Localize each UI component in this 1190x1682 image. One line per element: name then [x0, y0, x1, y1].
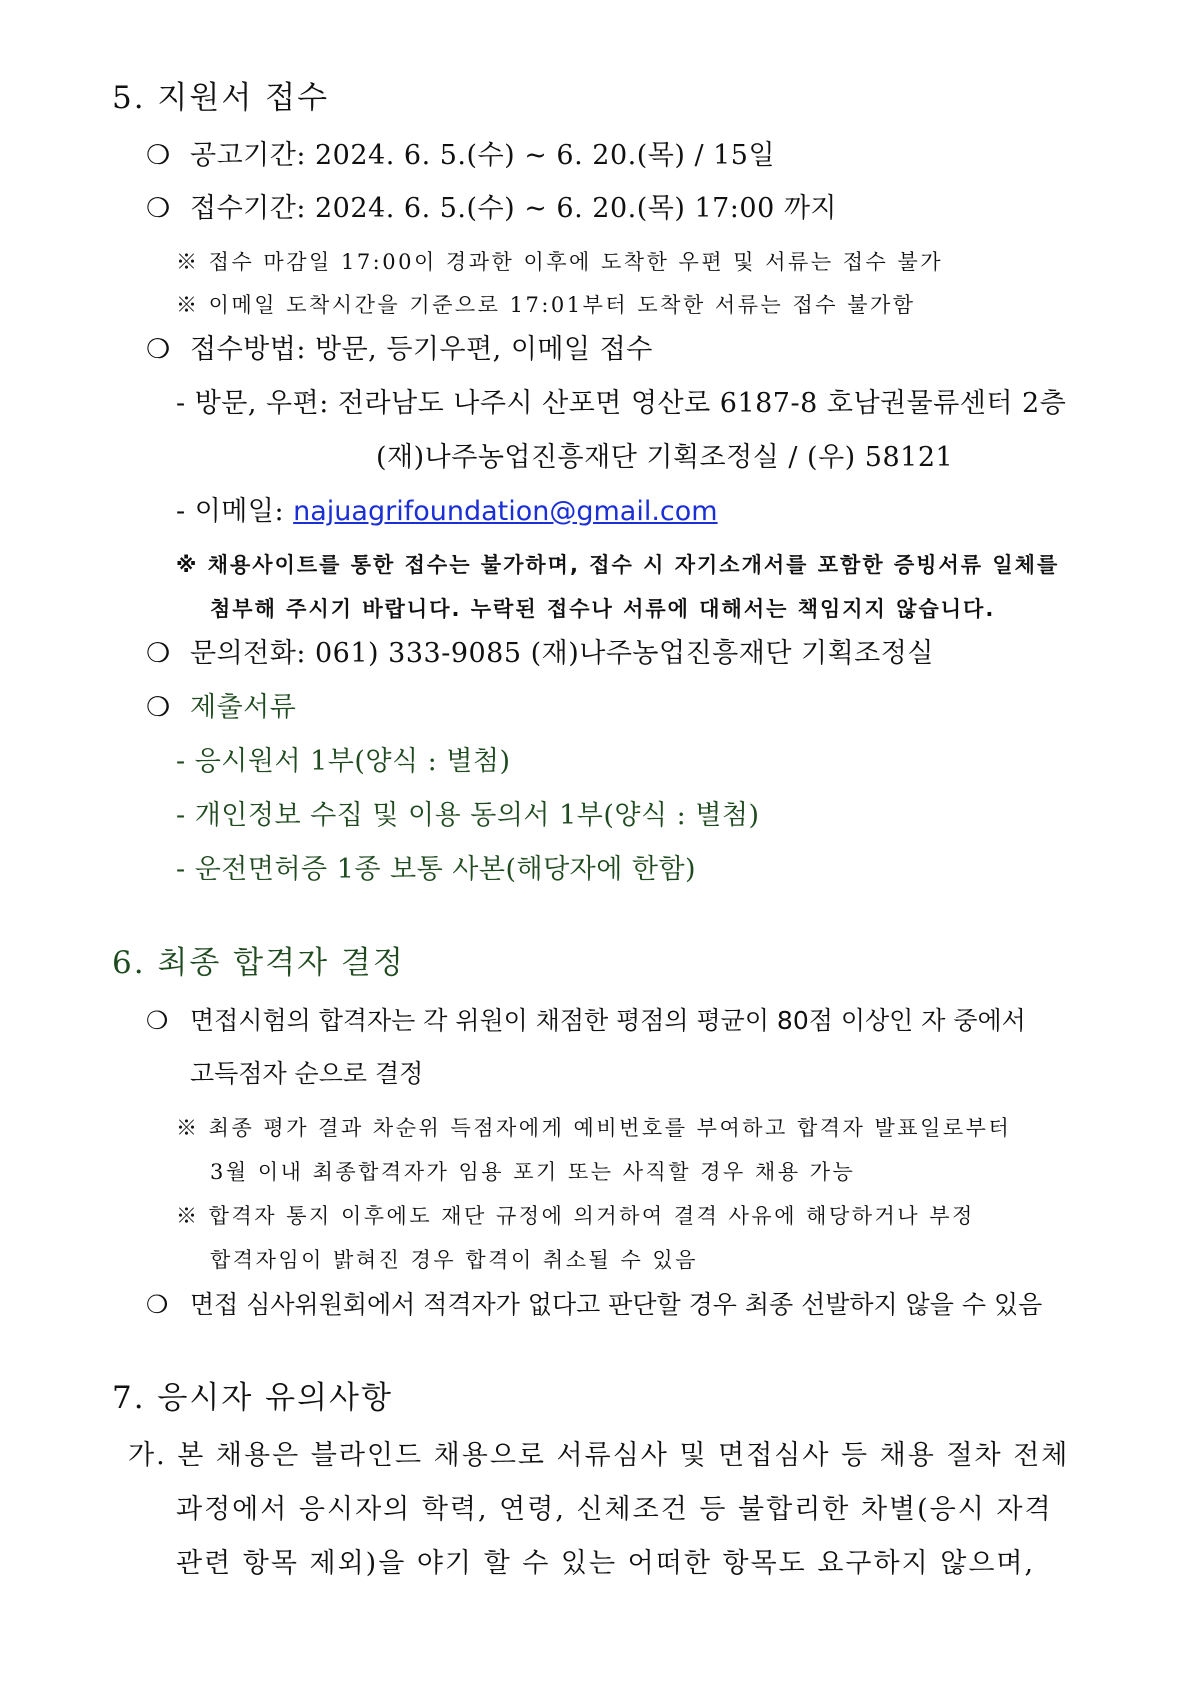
final-note-2-line-1: ※ 합격자 통지 이후에도 재단 규정에 의거하여 결격 사유에 해당하거나 부정 [176, 1204, 975, 1228]
final-decision-item-1-line-2: 고득점자 순으로 결정 [190, 1059, 424, 1088]
receipt-note-1: ※ 접수 마감일 17:00이 경과한 이후에 도착한 우편 및 서류는 접수 불가 [176, 250, 944, 274]
document-item-3: - 운전면허증 1종 보통 사본(해당자에 한함) [176, 854, 697, 885]
final-decision-item-2-text: 면접 심사위원회에서 적격자가 없다고 판단할 경우 최종 선발하지 않을 수 있음 [190, 1290, 1043, 1319]
section5-title: 5. 지원서 접수 [112, 80, 330, 116]
contact-phone [146, 638, 934, 670]
bullet-icon: ❍ [146, 1006, 169, 1035]
final-decision-item-1-text: 면접시험의 합격자는 각 위원이 채점한 평점의 평균이 80점 이상인 자 중에서 [190, 1006, 1026, 1035]
visit-address-line-1: - 방문, 우편: 전라남도 나주시 산포면 영산로 6187-8 호남권물류센터 2층 [176, 388, 1067, 419]
bullet-icon: ❍ [146, 692, 171, 723]
announce-period-text: 공고기간: 2024. 6. 5.(수) ~ 6. 20.(목) / 15일 [190, 140, 776, 171]
final-decision-item-2 [146, 1290, 1042, 1320]
visit-address-line-2: (재)나주농업진흥재단 기획조정실 / (우) 58121 [376, 442, 954, 473]
bullet-icon: ❍ [146, 140, 171, 171]
bullet-icon: ❍ [146, 1290, 169, 1319]
bullet-icon: ❍ [146, 638, 171, 669]
final-note-2-line-2: 합격자임이 밝혀진 경우 합격이 취소될 수 있음 [210, 1248, 698, 1272]
final-note-1-line-2: 3월 이내 최종합격자가 임용 포기 또는 사직할 경우 채용 가능 [210, 1160, 856, 1184]
receipt-method [146, 334, 653, 366]
notice-paragraph-line-1: 가. 본 채용은 블라인드 채용으로 서류심사 및 면접심사 등 채용 절차 전체 [128, 1440, 1070, 1471]
contact-phone-text: 문의전화: 061) 333-9085 (재)나주농업진흥재단 기획조정실 [190, 638, 934, 669]
receipt-period [146, 193, 837, 225]
section6-title: 6. 최종 합격자 결정 [112, 945, 405, 981]
bullet-icon: ❍ [146, 193, 171, 224]
email-row [176, 496, 718, 528]
document-item-2: - 개인정보 수집 및 이용 동의서 1부(양식 : 별첨) [176, 800, 760, 831]
notice-paragraph-line-2: 과정에서 응시자의 학력, 연령, 신체조건 등 불합리한 차별(응시 자격 [176, 1494, 1053, 1525]
receipt-method-text: 접수방법: 방문, 등기우편, 이메일 접수 [190, 334, 653, 365]
receipt-note-2: ※ 이메일 도착시간을 기준으로 17:01부터 도착한 서류는 접수 불가함 [176, 293, 916, 317]
notice-paragraph-line-3: 관련 항목 제외)을 야기 할 수 있는 어떠한 항목도 요구하지 않으며, [176, 1548, 1036, 1579]
document-item-1: - 응시원서 1부(양식 : 별첨) [176, 746, 511, 777]
receipt-note-3-line-2: 첨부해 주시기 바랍니다. 누락된 접수나 서류에 대해서는 책임지지 않습니다. [210, 597, 996, 621]
section7-title: 7. 응시자 유의사항 [112, 1380, 393, 1416]
receipt-note-3-line-1: ※ 채용사이트를 통한 접수는 불가하며, 접수 시 자기소개서를 포함한 증빙서류 일체를 [176, 553, 1060, 577]
email-link[interactable]: najuagrifoundation@gmail.com [293, 496, 718, 527]
documents-heading [146, 692, 296, 724]
bullet-icon: ❍ [146, 334, 171, 365]
final-decision-item-1 [146, 1006, 1026, 1036]
receipt-period-text: 접수기간: 2024. 6. 5.(수) ~ 6. 20.(목) 17:00 까지 [190, 193, 837, 224]
final-note-1-line-1: ※ 최종 평가 결과 차순위 득점자에게 예비번호를 부여하고 합격자 발표일로부터 [176, 1116, 1012, 1140]
email-label: - 이메일: [176, 496, 294, 527]
documents-heading-text: 제출서류 [190, 692, 297, 723]
announce-period [146, 140, 775, 172]
